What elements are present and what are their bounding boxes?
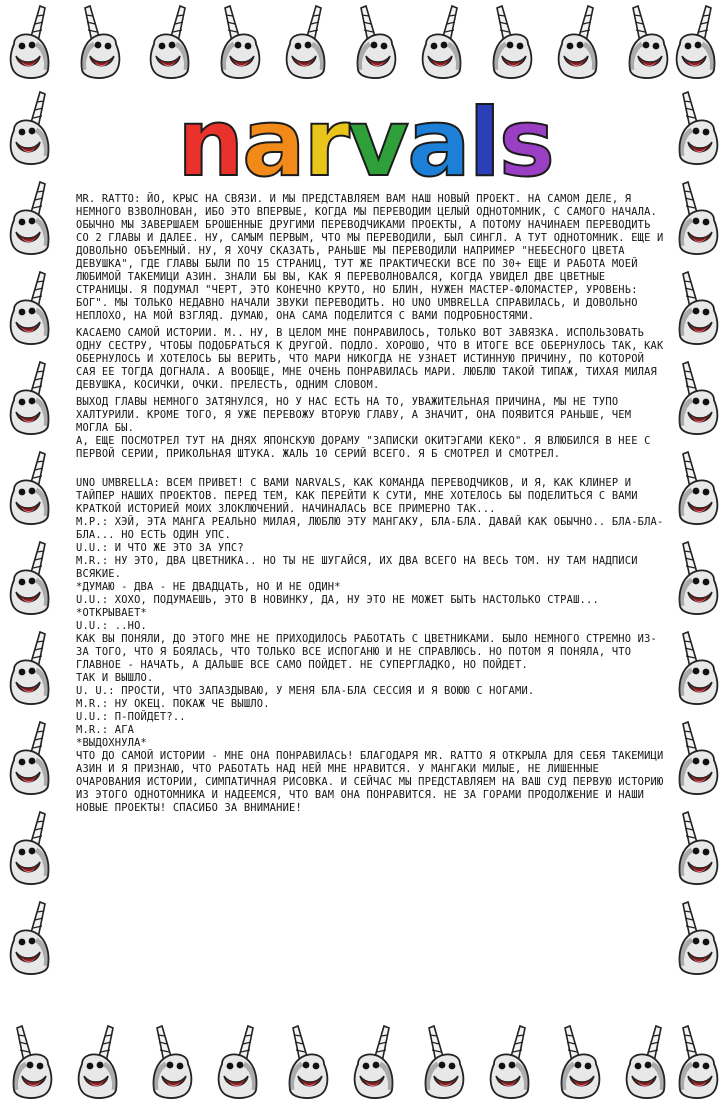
narwhal-icon bbox=[412, 4, 474, 80]
paragraph-ratto-outro: ВЫХОД ГЛАВЫ НЕМНОГО ЗАТЯНУЛСЯ, НО У НАС ЕСТЬ НА ТО, УВАЖИТЕЛЬНАЯ ПРИЧИНА, МЫ НЕ ТУПО ХАЛТУРИЛИ. КРОМЕ ТОГО, Я УЖЕ ПЕРЕВОЖУ ВТОРУЮ ГЛАВУ, А ЗНАЧИТ, ОНА ПОЯВИТСЯ РАНЬШЕ, ЧЕМ МОГЛА БЫ. А, ЕЩЕ ПОСМОТРЕЛ ТУТ НА ДНЯХ ЯПОНСКУЮ ДОРАМУ "ЗАПИСКИ ОКИТЭГАМИ КЕКО". Я ВЛЮБИЛСЯ В НЕЕ С ПЕРВОЙ СЕРИИ, ПРИКОЛЬНАЯ ШТУКА. ЖАЛЬ 10 СЕРИЙ ВСЕГО. Я Б СМОТРЕЛ И СМОТРЕЛ. bbox=[76, 396, 651, 460]
narwhal-icon bbox=[666, 180, 728, 256]
narwhal-icon bbox=[0, 720, 62, 796]
narwhal-icon bbox=[666, 810, 728, 886]
narwhal-icon bbox=[480, 1024, 542, 1100]
narwhal-icon bbox=[480, 4, 542, 80]
notes-text bbox=[76, 193, 664, 819]
title-letter: v bbox=[347, 89, 408, 198]
narwhal-icon bbox=[0, 90, 62, 166]
title-letter: l bbox=[468, 89, 499, 198]
page-title bbox=[112, 89, 618, 198]
paragraph-ratto-intro: MR. RATTO: ЙО, КРЫС НА СВЯЗИ. И МЫ ПРЕДСТАВЛЯЕМ ВАМ НАШ НОВЫЙ ПРОЕКТ. НА САМОМ ДЕЛЕ, Я НЕМНОГО ВЗВОЛНОВАН, ИБО ЭТО ВПЕРВЫЕ, КОГДА МЫ ПЕРЕВОДИМ ЦЕЛЫЙ ОДНОТОМНИК, С САМОГО НАЧАЛА. ОБЫЧНО МЫ ЗАВЕРШАЕМ БРОШЕННЫЕ ДРУГИМИ ПЕРЕВОДЧИКАМИ ПРОЕКТЫ, А ПОТОМУ НАЧИНАЕМ ПЕРЕВОДИТЬ СО 2 ГЛАВЫ И ДАЛЕЕ. НУ, САМЫМ ПЕРВЫМ, ЧТО МЫ ПЕРЕВОДИЛИ, БЫЛ СИНГЛ. А ТУТ ОДНОТОМНИК. ЕЩЕ И ДОВОЛЬНО ОБЪЕМНЫЙ. НУ, Я ХОЧУ СКАЗАТЬ, РАНЬШЕ МЫ ПЕРЕВОДИЛИ НАПРИМЕР "НЕБЕСНОГО ЦВЕТА ДЕВУШКА", ГДЕ ГЛАВЫ БЫЛИ ПО 15 СТРАНИЦ, ТУТ ЖЕ ПРАКТИЧЕСКИ ВСЕ ПО 30+ ЕЩЕ И РАБОТА МОЕЙ ЛЮБИМОЙ ТАКЕМИЦИ АЗИН. ЗНАЛИ БЫ ВЫ, КАК Я ПЕРЕВОЛНОВАЛСЯ, КОГДА УВИДЕЛ ДВЕ ЦВЕТНЫЕ СТРАНИЦЫ. Я ПОДУМАЛ "ЧЕРТ, ЭТО КОНЕЧНО КРУТО, НО БЛИН, НУЖЕН МАСТЕР-ФЛОМАСТЕР, УРОВЕНЬ: БОГ". МЫ ТОЛЬКО НЕДАВНО НАЧАЛИ ЗВУКИ ПЕРЕВОДИТЬ. НО UNO UMBRELLA СПРАВИЛАСЬ, И ДОВОЛЬНО НЕПЛОХО, НА МОЙ ВЗГЛЯД. ДУМАЮ, ОНА САМА ПОДЕЛИТСЯ С ВАМИ ПОДРОБНОСТЯМИ. bbox=[76, 193, 664, 322]
narwhal-icon bbox=[666, 450, 728, 526]
paragraph-uno-umbrella: UNO UMBRELLA: ВСЕМ ПРИВЕТ! С ВАМИ NARVALS, КАК КОМАНДА ПЕРЕВОДЧИКОВ, И Я, КАК КЛИНЕР И ТАЙПЕР НАШИХ ПРОЕКТОВ. ПЕРЕД ТЕМ, КАК ПЕРЕЙТИ К СУТИ, МНЕ ХОТЕЛОСЬ БЫ ПОДЕЛИТЬСЯ С ВАМИ КРАТКОЙ ИСТОРИЕЙ МОИХ ЗЛОКЛЮЧЕНИЙ. НАЧИНАЛАСЬ ВСЕ ПРИМЕРНО ТАК... М.Р.: ХЭЙ, ЭТА МАНГА РЕАЛЬНО МИЛАЯ, ЛЮБЛЮ ЭТУ МАНГАКУ, БЛА-БЛА. ДАВАЙ КАК ОБЫЧНО.. БЛА-БЛА-БЛА... НО ЕСТЬ ОДИН УПС. U.U.: И ЧТО ЖЕ ЭТО ЗА УПС? M.R.: НУ ЭТО, ДВА ЦВЕТНИКА.. НО ТЫ НЕ ШУГАЙСЯ, ИХ ДВА ВСЕГО НА ВЕСЬ ТОМ. НУ ТАМ НАДПИСИ ВСЯКИЕ. *ДУМАЮ - ДВА - НЕ ДВАДЦАТЬ, НО И НЕ ОДИН* U.U.: ХОХО, ПОДУМАЕШЬ, ЭТО В НОВИНКУ, ДА, НУ ЭТО НЕ МОЖЕТ БЫТЬ НАСТОЛЬКО СТРАШ... *ОТКРЫВАЕТ* U.U.: ..НО. КАК ВЫ ПОНЯЛИ, ДО ЭТОГО МНЕ НЕ ПРИХОДИЛОСЬ РАБОТАТЬ С ЦВЕТНИКАМИ. БЫЛО НЕМНОГО СТРЕМНО ИЗ-ЗА ТОГО, ЧТО Я БОЯЛАСЬ, ЧТО ТОЛЬКО ВСЕ ИСПОГАНЮ И НЕ СПРАВЛЮСЬ. НО ПОТОМ Я ПОНЯЛА, ЧТО ГЛАВНОЕ - НАЧАТЬ, А ДАЛЬШЕ ВСЕ САМО ПОЙДЕТ. НЕ СУПЕРГЛАДКО, НО ПОЙДЕТ. ТАК И ВЫШЛО. U. U.: ПРОСТИ, ЧТО ЗАПАЗДЫВАЮ, У МЕНЯ БЛА-БЛА СЕССИЯ И Я ВОЮЮ С НОГАМИ. M.R.: НУ ОКЕЦ. ПОКАЖ ЧЕ ВЫШЛО. U.U.: П-ПОЙДЕТ?.. M.R.: АГА *ВЫДОХНУЛА* ЧТО ДО САМОЙ ИСТОРИИ - МНЕ ОНА ПОНРАВИЛАСЬ! БЛАГОДАРЯ MR. RATTO Я ОТКРЫЛА ДЛЯ СЕБЯ ТАКЕМИЦИ АЗИН И Я ПРИЗНАЮ, ЧТО РАБОТАТЬ НАД НЕЙ МНЕ НРАВИТСЯ. У МАНГАКИ МИЛЫЕ, НЕ ЛИШЕННЫЕ ОЧАРОВАНИЯ ИСТОРИИ, СИМПАТИЧНАЯ РИСОВКА. И СЕЙЧАС МЫ ПРЕДСТАВЛЯЕМ НА ВАШ СУД ПЕРВУЮ ИСТОРИЮ ИЗ ЭТОГО ОДНОТОМНИКА И НАДЕЕМСЯ, ЧТО ВАМ ОНА ПОНРАВИТСЯ. НЕ ЗА ГОРАМИ ПРОДОЛЖЕНИЕ И НАШИ НОВЫЕ ПРОЕКТЫ! СПАСИБО ЗА ВНИМАНИЕ! bbox=[76, 477, 664, 814]
narwhal-icon bbox=[344, 1024, 406, 1100]
title-letter: r bbox=[303, 89, 348, 198]
title-letter: s bbox=[498, 89, 553, 198]
narwhal-icon bbox=[666, 720, 728, 796]
narwhal-icon bbox=[548, 1024, 610, 1100]
narwhal-icon bbox=[68, 4, 130, 80]
narwhal-icon bbox=[140, 1024, 202, 1100]
narwhal-icon bbox=[666, 270, 728, 346]
narwhal-icon bbox=[548, 4, 610, 80]
paragraph-ratto-story: КАСАЕМО САМОЙ ИСТОРИИ. М.. НУ, В ЦЕЛОМ МНЕ ПОНРАВИЛОСЬ, ТОЛЬКО ВОТ ЗАВЯЗКА. ИСПОЛЬЗОВАТЬ ОДНУ СЕСТРУ, ЧТОБЫ ПОДОБРАТЬСЯ К ДРУГОЙ. ПОДЛО. ХОРОШО, ЧТО В ИТОГЕ ВСЕ ОБЕРНУЛОСЬ ТАК, КАК ОБЕРНУЛОСЬ И ХОТЕЛОСЬ БЫ ВЕРИТЬ, ЧТО МАРИ НИКОГДА НЕ УЗНАЕТ ИСТИННУЮ ПРИЧИНУ, ПО КОТОРОЙ САЯ ЕЕ ТОГДА ДОГНАЛА. А ВООБЩЕ, МНЕ ОЧЕНЬ ПОНРАВИЛАСЬ МАРИ. ЛЮБЛЮ ТАКОЙ ТИПАЖ, ТИХАЯ МИЛАЯ ДЕВУШКА, КОСИЧКИ, ОЧКИ. ПРЕЛЕСТЬ, ОДНИМ СЛОВОМ. bbox=[76, 327, 664, 391]
narwhal-icon bbox=[666, 360, 728, 436]
narwhal-icon bbox=[666, 540, 728, 616]
narwhal-icon bbox=[0, 360, 62, 436]
narwhal-icon bbox=[208, 1024, 270, 1100]
narwhal-icon bbox=[666, 630, 728, 706]
narwhal-icon bbox=[666, 90, 728, 166]
narwhal-icon bbox=[68, 1024, 130, 1100]
narwhal-icon bbox=[276, 4, 338, 80]
narwhal-icon bbox=[0, 180, 62, 256]
title-letter: a bbox=[407, 89, 469, 198]
paragraph-gap bbox=[76, 465, 664, 477]
narwhal-icon bbox=[0, 630, 62, 706]
narwhal-icon bbox=[208, 4, 270, 80]
narwhal-icon bbox=[0, 810, 62, 886]
narwhal-icon bbox=[0, 270, 62, 346]
narwhal-icon bbox=[0, 450, 62, 526]
narwhal-icon bbox=[140, 4, 202, 80]
narwhal-icon bbox=[0, 540, 62, 616]
narwhal-icon bbox=[666, 4, 728, 80]
title-letter: n bbox=[177, 89, 243, 198]
narwhal-icon bbox=[666, 900, 728, 976]
narwhal-icon bbox=[666, 1024, 728, 1100]
narwhal-icon bbox=[0, 1024, 62, 1100]
narwhal-icon bbox=[0, 4, 62, 80]
narwhal-icon bbox=[0, 900, 62, 976]
title-letter: a bbox=[242, 89, 304, 198]
narwhal-icon bbox=[344, 4, 406, 80]
narwhal-icon bbox=[412, 1024, 474, 1100]
narwhal-icon bbox=[276, 1024, 338, 1100]
